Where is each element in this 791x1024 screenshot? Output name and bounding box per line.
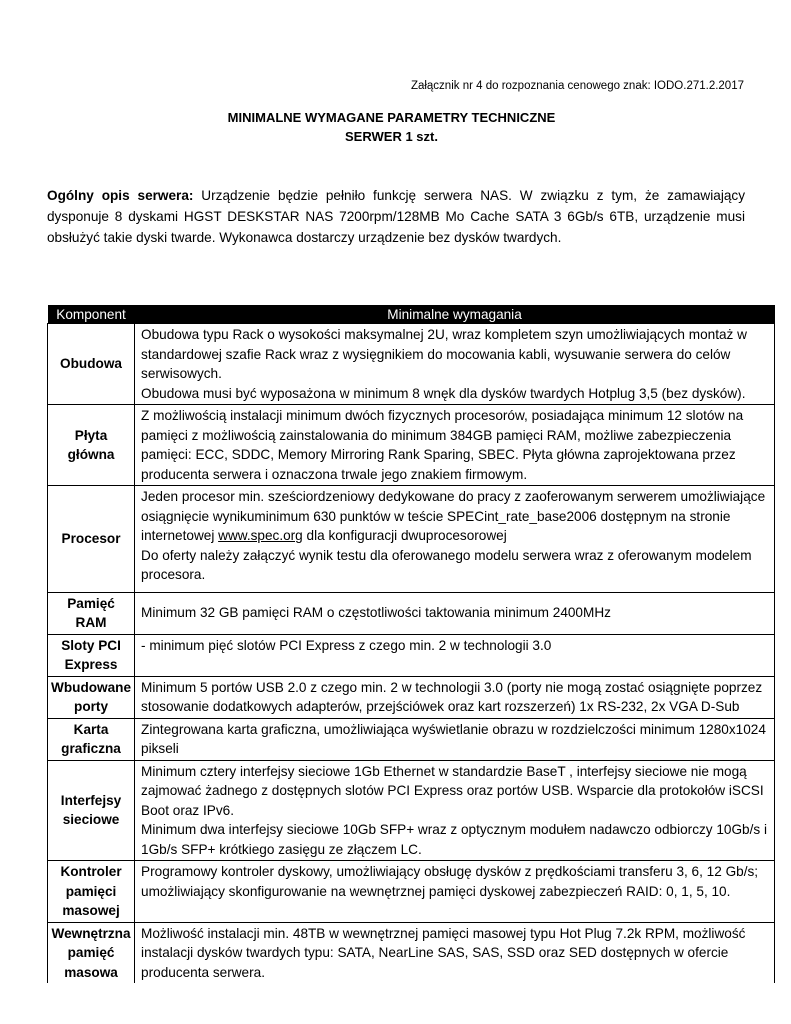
requirement-text [135,405,775,486]
annex-reference: Załącznik nr 4 do rozpoznania cenowego znak: IODO.271.2.2017 [410,80,744,92]
document-title [0,108,791,146]
component-name: Płyta główna [48,405,135,486]
component-name: Karta graficzna [48,718,135,760]
table-row [48,676,775,718]
requirement-line: Obudowa typu Rack o wysokości maksymalnej 2U, wraz kompletem szyn umożliwiających montaż w standardowej szafie Rack wraz z wysięgnikiem do mocowania kabli, wysuwanie serwera do celów serwisowych. [141,327,747,381]
requirement-line: Minimum 32 GB pamięci RAM o częstotliwości taktowania minimum 2400MHz [141,605,611,621]
requirement-text [135,861,775,923]
general-description [47,185,745,248]
component-name: Interfejsy sieciowe [48,760,135,861]
component-name: Kontroler pamięci masowej [48,861,135,923]
requirement-text [135,676,775,718]
table-row [48,922,775,983]
requirement-line: Obudowa musi być wyposażona w minimum 8 wnęk dla dysków twardych Hotplug 3,5 (bez dysków). [141,385,746,401]
requirement-line: Możliwość instalacji min. 48TB w wewnętrznej pamięci masowej typu Hot Plug 7.2k RPM, możliwość instalacji dysków twardych typu: SATA, NearLine SAS, SAS, SSD oraz SED dostępnych w ofercie producenta serwera. [141,925,746,980]
table-row [48,405,775,486]
table-row [48,760,775,861]
requirement-text [135,324,775,405]
table-row [48,486,775,593]
requirement-text [135,760,775,861]
requirement-line: Zintegrowana karta graficzna, umożliwiająca wyświetlanie obrazu w rozdzielczości minimum 1280x1024 pikseli [141,721,766,756]
requirement-text [135,922,775,983]
component-name: Wbudowane porty [48,676,135,718]
title-line-2: SERWER 1 szt. [345,129,438,144]
spec-org-link[interactable]: www.spec.org [218,528,303,543]
intro-label: Ogólny opis serwera: [47,188,194,203]
table-row [48,861,775,923]
header-requirements: Minimalne wymagania [135,305,775,324]
requirements-table [47,305,775,983]
requirement-line: Minimum dwa interfejsy sieciowe 10Gb SFP+ wraz z optycznym modułem nadawczo odbiorczy 10Gb/s i 1Gb/s SFP+ krótkiego zasięgu ze złączem LC. [141,822,767,857]
component-name: Pamięć RAM [48,592,135,634]
title-line-1: MINIMALNE WYMAGANE PARAMETRY TECHNICZNE [227,110,556,125]
component-name: Obudowa [48,324,135,405]
requirement-text [135,634,775,676]
requirement-line: - minimum pięć slotów PCI Express z czego min. 2 w technologii 3.0 [141,637,552,653]
component-name: Wewnętrzna pamięć masowa [48,922,135,983]
requirement-line: Minimum 5 portów USB 2.0 z czego min. 2 w technologii 3.0 (porty nie mogą zostać osiągnięte poprzez stosowanie dodatkowych adapterów, przejściówek oraz kart rozszerzeń) 1x RS-232, 2x VGA D-Sub [141,679,763,714]
requirement-line: Minimum cztery interfejsy sieciowe 1Gb Ethernet w standardzie BaseT , interfejsy sieciowe nie mogą zajmować żadnego z dostępnych slotów PCI Express oraz portów USB. Wsparcie dla protokołów iSCSI Boot oraz IPv6. [141,763,764,818]
requirement-line: Programowy kontroler dyskowy, umożliwiający obsługę dysków z prędkościami transferu 3, 6, 12 Gb/s; umożliwiający skonfigurowanie na wewnętrznej pamięci dyskowej zabezpieczeń RAID: 0, 1, 5, 10. [141,864,759,899]
requirement-line: Jeden procesor min. sześciordzeniowy dedykowane do pracy z zaoferowanym serwerem umożliwiające osiągnięcie wynikuminimum 630 punktów w teście SPECint_rate_base2006 dostępnym na stronie internetowej www.spec.org dla konfiguracji dwuprocesorowej [141,489,766,543]
table-row [48,592,775,634]
header-component: Komponent [48,305,135,324]
requirement-line: Z możliwością instalacji minimum dwóch fizycznych procesorów, posiadająca minimum 12 slotów na pamięci z możliwością zainstalowania do minimum 384GB pamięci RAM, możliwe zabezpieczenia pamięci: ECC, SDDC, Memory Mirroring Rank Sparing, SBEC. Płyta główna zaprojektowana przez producenta serwera i oznaczona trwale jego znakiem firmowym. [141,408,744,482]
table-row [48,718,775,760]
intro-text: Urządzenie będzie pełniło funkcję serwera NAS. W związku z tym, że zamawiający dysponuje 8 dyskami HGST DESKSTAR NAS 7200rpm/128MB Mo Cache SATA 3 6Gb/s 6TB, urządzenie musi obsłużyć takie dyski twarde. Wykonawca dostarczy urządzenie bez dysków twardych. [47,188,745,245]
table-row [48,324,775,405]
requirement-line: Do oferty należy załączyć wynik testu dla oferowanego modelu serwera wraz z oferowanym modelem procesora. [141,547,752,582]
requirement-text [135,592,775,634]
component-name: Procesor [48,486,135,593]
component-name: Sloty PCI Express [48,634,135,676]
requirement-text [135,718,775,760]
requirement-text [135,486,775,593]
table-row [48,634,775,676]
